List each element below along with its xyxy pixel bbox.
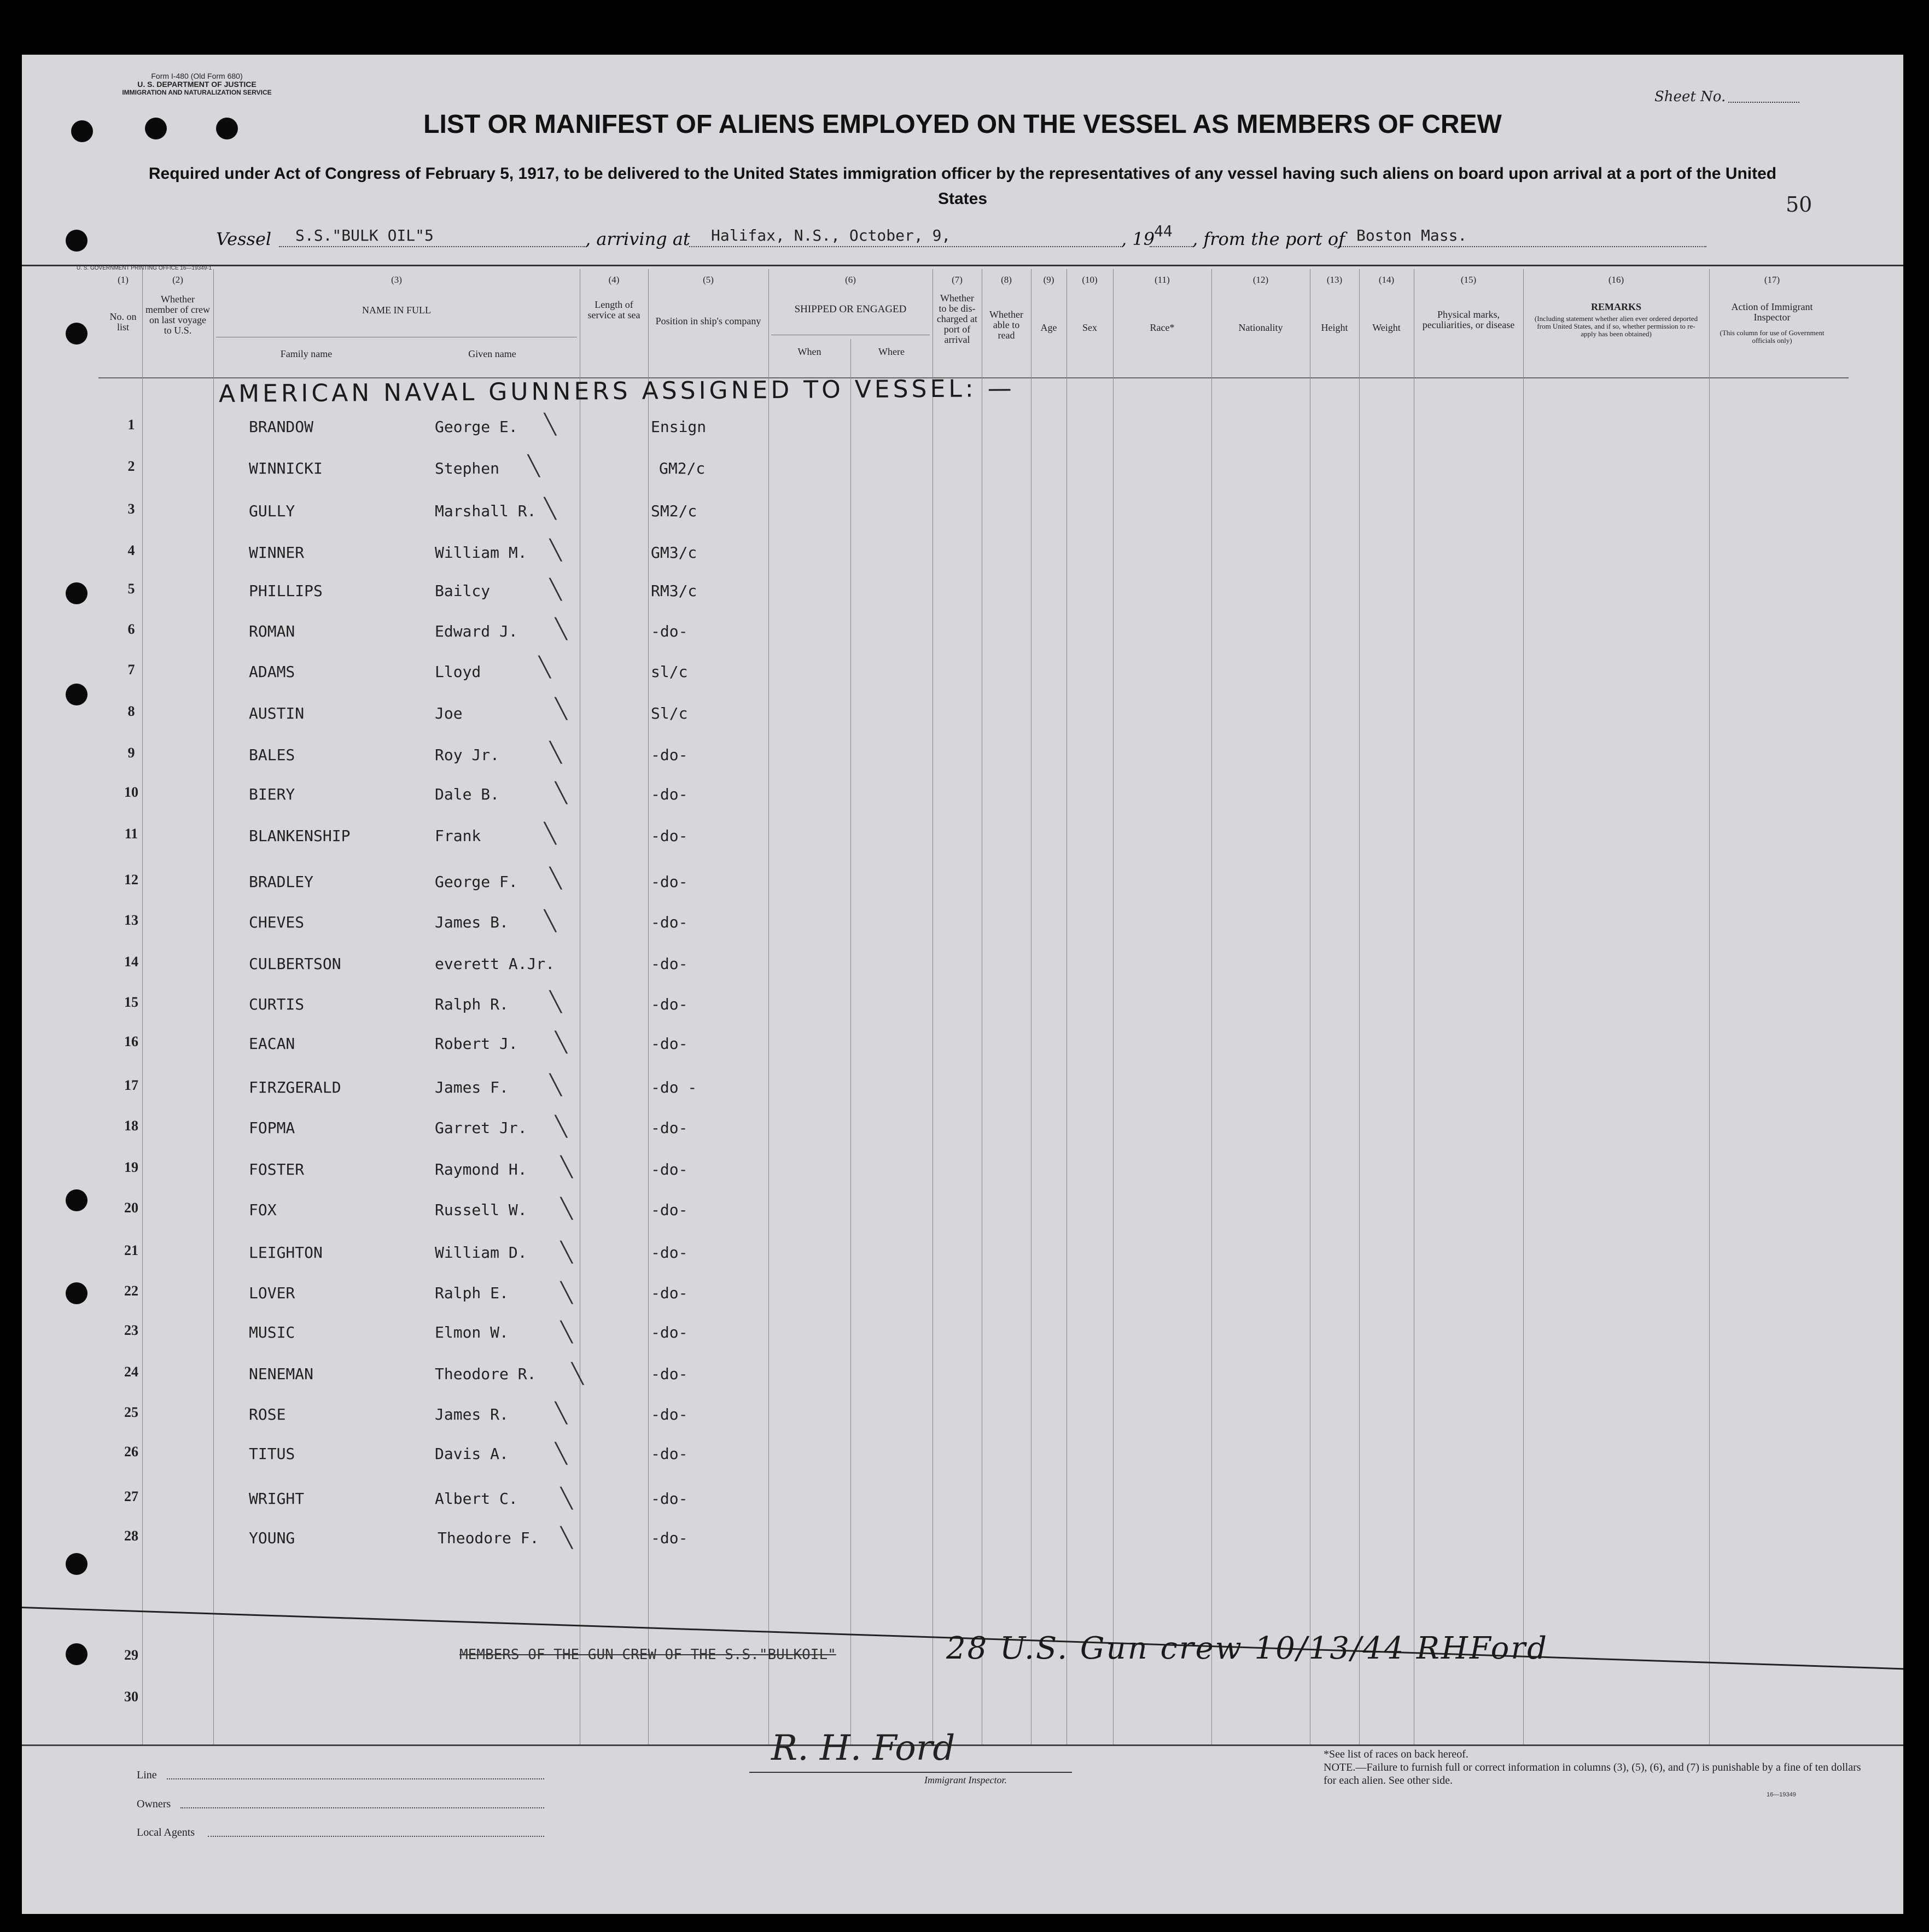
position: -do- bbox=[651, 1405, 688, 1423]
row-number: 29 bbox=[124, 1647, 138, 1663]
given-name: Elmon W. bbox=[435, 1323, 509, 1341]
col-label-shipped-engaged: SHIPPED OR ENGAGED bbox=[794, 303, 907, 315]
from-port-field[interactable] bbox=[1334, 246, 1706, 247]
position: -do- bbox=[651, 746, 688, 764]
given-name: Robert J. bbox=[435, 1035, 518, 1053]
race-note: *See list of races on back hereof. bbox=[1324, 1748, 1468, 1760]
row-number: 15 bbox=[124, 994, 138, 1010]
check-mark: ╲ bbox=[544, 822, 556, 845]
check-mark: ╲ bbox=[550, 991, 562, 1013]
family-name: BRANDOW bbox=[249, 418, 314, 436]
punch-hole bbox=[66, 582, 88, 604]
handwritten-count-note: 28 U.S. Gun crew 10/13/44 RHFord bbox=[946, 1631, 1548, 1666]
check-mark: ╲ bbox=[555, 1031, 567, 1054]
col-num-3: (3) bbox=[391, 275, 402, 285]
row-number: 6 bbox=[127, 621, 135, 637]
given-name: George E. bbox=[435, 418, 518, 436]
col-rule bbox=[1113, 269, 1114, 1746]
given-name: Theodore R. bbox=[435, 1365, 537, 1383]
position: -do- bbox=[651, 1529, 688, 1547]
col-rule bbox=[1709, 269, 1710, 1746]
row-number: 14 bbox=[124, 954, 138, 970]
check-mark: ╲ bbox=[561, 1487, 573, 1510]
row-number: 5 bbox=[127, 581, 135, 597]
col-num-11: (11) bbox=[1155, 275, 1170, 285]
arriving-label: , arriving at bbox=[585, 229, 690, 249]
position: -do- bbox=[651, 1160, 688, 1178]
family-name: ADAMS bbox=[249, 663, 295, 681]
col-rule bbox=[850, 339, 851, 1744]
col-num-7: (7) bbox=[952, 275, 963, 285]
check-mark: ╲ bbox=[544, 910, 556, 932]
row-number: 27 bbox=[124, 1489, 138, 1504]
check-mark: ╲ bbox=[550, 867, 562, 890]
position: -do- bbox=[651, 1365, 688, 1383]
row-number: 23 bbox=[124, 1322, 138, 1338]
sheet-label: Sheet No. bbox=[1654, 89, 1726, 105]
given-name: Bailcy bbox=[435, 582, 491, 600]
position: -do- bbox=[651, 1244, 688, 1262]
page-subtitle: Required under Act of Congress of February 5, 1917, to be delivered to the United States immigration officer by the representatives of any vessel having such aliens on board upon arrival at a port of the United States bbox=[148, 165, 1777, 208]
family-name: BIERY bbox=[249, 785, 295, 803]
family-name: ROMAN bbox=[249, 622, 295, 640]
line-field[interactable] bbox=[167, 1778, 544, 1779]
given-name: Ralph E. bbox=[435, 1284, 509, 1302]
col-label-height: Height bbox=[1321, 322, 1348, 333]
row-number: 3 bbox=[127, 501, 135, 517]
col-num-5: (5) bbox=[703, 275, 714, 285]
check-mark: ╲ bbox=[550, 579, 562, 601]
position: -do- bbox=[651, 913, 688, 931]
col-num-14: (14) bbox=[1378, 275, 1395, 285]
family-name: WINNER bbox=[249, 544, 305, 562]
family-name: ROSE bbox=[249, 1405, 286, 1423]
inspector-label: Immigrant Inspector. bbox=[924, 1775, 1007, 1785]
given-name: Davis A. bbox=[435, 1445, 509, 1463]
col-label-inspector-note: (This column for use of Government officials only) bbox=[1720, 329, 1825, 345]
position: -do- bbox=[651, 955, 688, 973]
given-name: Garret Jr. bbox=[435, 1119, 527, 1137]
family-name: WINNICKI bbox=[249, 459, 323, 477]
table-bottom-rule bbox=[22, 1744, 1903, 1746]
position: -do- bbox=[651, 1490, 688, 1508]
check-mark: ╲ bbox=[528, 455, 540, 477]
form-identification bbox=[82, 72, 312, 97]
col-num-9: (9) bbox=[1043, 275, 1054, 285]
page-title: LIST OR MANIFEST OF ALIENS EMPLOYED ON THE VESSEL AS MEMBERS OF CREW bbox=[423, 110, 1502, 139]
punch-hole bbox=[66, 323, 88, 345]
check-mark: ╲ bbox=[555, 782, 567, 804]
col-num-15: (15) bbox=[1460, 275, 1477, 285]
signature-line bbox=[749, 1772, 1072, 1773]
check-mark: ╲ bbox=[544, 498, 556, 520]
row-number: 18 bbox=[124, 1118, 138, 1134]
given-name: Roy Jr. bbox=[435, 746, 500, 764]
check-mark: ╲ bbox=[539, 656, 551, 679]
family-name: LEIGHTON bbox=[249, 1244, 323, 1262]
position: Sl/c bbox=[651, 704, 688, 722]
given-name: James R. bbox=[435, 1405, 509, 1423]
col-rule bbox=[1359, 269, 1360, 1746]
check-mark: ╲ bbox=[561, 1241, 573, 1264]
col-num-16: (16) bbox=[1608, 275, 1624, 285]
given-name: Russell W. bbox=[435, 1201, 527, 1219]
family-name: GULLY bbox=[249, 502, 295, 520]
vessel-field[interactable] bbox=[279, 246, 585, 247]
col-label-age: Age bbox=[1040, 322, 1057, 333]
position: -do- bbox=[651, 1119, 688, 1137]
row-number: 8 bbox=[127, 703, 135, 719]
owners-field[interactable] bbox=[180, 1807, 544, 1808]
col-num-13: (13) bbox=[1326, 275, 1343, 285]
handwritten-section-header: AMERICAN NAVAL GUNNERS ASSIGNED TO VESSEL: — bbox=[218, 374, 1015, 408]
row-number: 9 bbox=[127, 745, 135, 761]
year-value: 44 bbox=[1154, 222, 1173, 240]
manifest-page bbox=[22, 55, 1903, 1914]
family-name: BALES bbox=[249, 746, 295, 764]
family-name: CHEVES bbox=[249, 913, 305, 931]
check-mark: ╲ bbox=[555, 618, 567, 640]
col-rule bbox=[213, 269, 214, 1746]
position: -do- bbox=[651, 1445, 688, 1463]
row-number: 11 bbox=[124, 826, 138, 842]
vessel-label: Vessel bbox=[216, 229, 272, 249]
penalty-note: NOTE.—Failure to furnish full or correct information in columns (3), (5), (6), and (7) is punishable by a fine of ten dollars for each alien. See other side. bbox=[1324, 1761, 1861, 1787]
department-name: U. S. DEPARTMENT OF JUSTICE bbox=[137, 80, 257, 89]
given-name: Frank bbox=[435, 827, 481, 845]
arriving-field[interactable] bbox=[689, 246, 1121, 247]
col-label-where: Where bbox=[878, 346, 905, 357]
row-number: 16 bbox=[124, 1034, 138, 1049]
check-mark: ╲ bbox=[561, 1527, 573, 1549]
given-name: Ralph R. bbox=[435, 995, 509, 1013]
position: -do- bbox=[651, 1284, 688, 1302]
family-name: BLANKENSHIP bbox=[249, 827, 351, 845]
page-number: 50 bbox=[1786, 192, 1813, 217]
row-number: 21 bbox=[124, 1242, 138, 1258]
position: -do- bbox=[651, 785, 688, 803]
col-label-able-to-read: Whether able to read bbox=[989, 309, 1023, 341]
given-name: Raymond H. bbox=[435, 1160, 527, 1178]
col-num-10: (10) bbox=[1082, 275, 1098, 285]
footer-form-number: 16—19349 bbox=[1767, 1791, 1796, 1798]
position: RM3/c bbox=[651, 582, 697, 600]
col-label-sex: Sex bbox=[1082, 322, 1097, 333]
col-num-8: (8) bbox=[1001, 275, 1012, 285]
check-mark: ╲ bbox=[550, 539, 562, 562]
given-name: everett A.Jr. bbox=[435, 955, 555, 973]
check-mark: ╲ bbox=[544, 413, 556, 436]
given-name: William M. bbox=[435, 544, 527, 562]
position: Ensign bbox=[651, 418, 707, 436]
family-name: LOVER bbox=[249, 1284, 295, 1302]
position: -do- bbox=[651, 995, 688, 1013]
check-mark: ╲ bbox=[555, 1443, 567, 1465]
given-name: Theodore F. bbox=[438, 1529, 539, 1547]
position: sl/c bbox=[651, 663, 688, 681]
col-label-remarks-note: (Including statement whether alien ever ordered deported from United States, and if so, whether permission to re-apply has been obtained) bbox=[1534, 314, 1698, 338]
given-name: Albert C. bbox=[435, 1490, 518, 1508]
col-label-race: Race* bbox=[1150, 322, 1175, 333]
year-field[interactable] bbox=[1150, 246, 1193, 247]
punch-hole bbox=[66, 1189, 88, 1211]
given-name: Marshall R. bbox=[435, 502, 537, 520]
col-label-weight: Weight bbox=[1372, 322, 1401, 333]
check-mark: ╲ bbox=[561, 1282, 573, 1304]
given-name: James F. bbox=[435, 1078, 509, 1096]
row-number: 7 bbox=[127, 662, 135, 678]
family-name: EACAN bbox=[249, 1035, 295, 1053]
check-mark: ╲ bbox=[561, 1156, 573, 1178]
line-label: Line bbox=[137, 1769, 157, 1781]
row-number: 26 bbox=[124, 1444, 138, 1460]
family-name: YOUNG bbox=[249, 1529, 295, 1547]
col-num-12: (12) bbox=[1252, 275, 1269, 285]
check-mark: ╲ bbox=[572, 1363, 584, 1385]
check-mark: ╲ bbox=[550, 742, 562, 764]
family-name: CURTIS bbox=[249, 995, 305, 1013]
punch-hole bbox=[66, 684, 88, 705]
given-name: George F. bbox=[435, 873, 518, 891]
check-mark: ╲ bbox=[555, 1402, 567, 1425]
family-name: FOPMA bbox=[249, 1119, 295, 1137]
family-name: BRADLEY bbox=[249, 873, 314, 891]
from-port-label: , from the port of bbox=[1192, 229, 1345, 249]
col-label-physical-marks: Physical marks, peculiarities, or disease bbox=[1422, 309, 1515, 330]
row-number: 25 bbox=[124, 1404, 138, 1420]
given-name: Joe bbox=[435, 704, 463, 722]
col-num-17: (17) bbox=[1764, 275, 1780, 285]
col-label-remarks: REMARKS bbox=[1590, 301, 1641, 312]
owners-label: Owners bbox=[137, 1798, 171, 1810]
col-rule bbox=[648, 269, 649, 1746]
col-rule bbox=[1211, 269, 1212, 1746]
row-number: 30 bbox=[124, 1689, 138, 1705]
row-number: 28 bbox=[124, 1528, 138, 1544]
row-number: 24 bbox=[124, 1364, 138, 1380]
form-number: Form I-480 (Old Form 680) bbox=[151, 72, 243, 80]
col-label-position: Position in ship's company bbox=[655, 316, 761, 326]
position: SM2/c bbox=[651, 502, 697, 520]
arriving-value: Halifax, N.S., October, 9, bbox=[711, 226, 951, 244]
given-name: Lloyd bbox=[435, 663, 481, 681]
local-agents-label: Local Agents bbox=[137, 1826, 195, 1838]
punch-hole bbox=[66, 230, 88, 252]
struck-gun-crew-text: MEMBERS OF THE GUN CREW OF THE S.S."BULKOIL" bbox=[459, 1647, 836, 1663]
inspector-signature: R. H. Ford bbox=[771, 1728, 955, 1768]
check-mark: ╲ bbox=[555, 1116, 567, 1138]
check-mark: ╲ bbox=[550, 1074, 562, 1096]
printer-note: U. S. GOVERNMENT PRINTING OFFICE 16—19349-1 bbox=[77, 265, 212, 271]
row-number: 4 bbox=[127, 542, 135, 558]
col-label-name-in-full: NAME IN FULL bbox=[362, 305, 431, 316]
col-label-inspector-action: Action of Immigrant Inspector bbox=[1731, 301, 1813, 323]
col-label-no-on-list: No. on list bbox=[109, 311, 137, 332]
position: GM2/c bbox=[659, 459, 706, 477]
position: -do- bbox=[651, 873, 688, 891]
check-mark: ╲ bbox=[555, 698, 567, 720]
row-number: 10 bbox=[124, 784, 138, 800]
vessel-value: S.S."BULK OIL"5 bbox=[295, 226, 434, 244]
position: GM3/c bbox=[651, 544, 697, 562]
family-name: FOSTER bbox=[249, 1160, 305, 1178]
position: -do- bbox=[651, 1323, 688, 1341]
given-name: James B. bbox=[435, 913, 509, 931]
year-label: , 19 bbox=[1121, 229, 1155, 249]
col-label-given-name: Given name bbox=[468, 348, 516, 359]
row-number: 13 bbox=[124, 912, 138, 928]
check-mark: ╲ bbox=[561, 1321, 573, 1344]
given-name: Dale B. bbox=[435, 785, 500, 803]
family-name: TITUS bbox=[249, 1445, 295, 1463]
col-num-2: (2) bbox=[172, 275, 183, 285]
col-label-crew-last-voyage: Whether member of crew on last voyage to U.S. bbox=[145, 294, 210, 336]
row-number: 1 bbox=[127, 417, 135, 433]
row-number: 19 bbox=[124, 1159, 138, 1175]
family-name: AUSTIN bbox=[249, 704, 305, 722]
position: -do- bbox=[651, 1201, 688, 1219]
col-label-family-name: Family name bbox=[280, 348, 333, 359]
family-name: WRIGHT bbox=[249, 1490, 305, 1508]
check-mark: ╲ bbox=[561, 1198, 573, 1220]
col-label-discharged: Whether to be dis-charged at port of arrival bbox=[936, 293, 978, 345]
col-num-4: (4) bbox=[608, 275, 620, 285]
col-rule bbox=[1523, 269, 1524, 1746]
punch-hole bbox=[66, 1282, 88, 1304]
given-name: Stephen bbox=[435, 459, 500, 477]
header-divider bbox=[22, 265, 1903, 266]
position: -do- bbox=[651, 622, 688, 640]
from-port-value: Boston Mass. bbox=[1356, 226, 1467, 244]
family-name: NENEMAN bbox=[249, 1365, 314, 1383]
service-name: IMMIGRATION AND NATURALIZATION SERVICE bbox=[122, 89, 272, 96]
col-label-when: When bbox=[797, 346, 821, 357]
family-name: FOX bbox=[249, 1201, 277, 1219]
row-number: 20 bbox=[124, 1200, 138, 1216]
sheet-number-field[interactable] bbox=[1728, 102, 1799, 103]
punch-hole bbox=[66, 1643, 88, 1665]
family-name: MUSIC bbox=[249, 1323, 295, 1341]
punch-hole bbox=[66, 1553, 88, 1575]
col-num-6: (6) bbox=[845, 275, 856, 285]
row-number: 12 bbox=[124, 872, 138, 888]
family-name: FIRZGERALD bbox=[249, 1078, 341, 1096]
position: -do- bbox=[651, 827, 688, 845]
footer-notes bbox=[1324, 1748, 1870, 1787]
position: -do - bbox=[651, 1078, 697, 1096]
col-rule bbox=[768, 269, 769, 1746]
given-name: William D. bbox=[435, 1244, 527, 1262]
col-label-nationality: Nationality bbox=[1238, 322, 1283, 333]
col-label-length-service: Length of service at sea bbox=[587, 299, 640, 320]
row-number: 22 bbox=[124, 1283, 138, 1299]
position: -do- bbox=[651, 1035, 688, 1053]
row-number: 2 bbox=[127, 458, 135, 474]
row-number: 17 bbox=[124, 1077, 138, 1093]
family-name: CULBERTSON bbox=[249, 955, 341, 973]
given-name: Edward J. bbox=[435, 622, 518, 640]
local-agents-field[interactable] bbox=[208, 1836, 544, 1837]
family-name: PHILLIPS bbox=[249, 582, 323, 600]
col-num-1: (1) bbox=[118, 275, 129, 285]
